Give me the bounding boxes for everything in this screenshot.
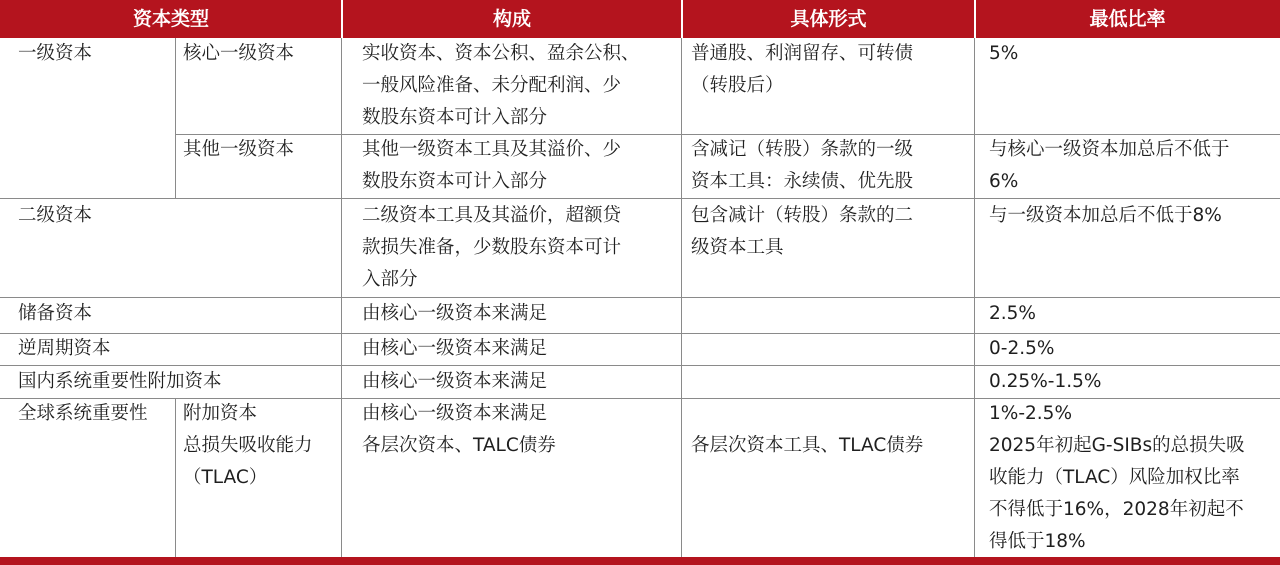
global-sib-tlac-label-line: （TLAC） [183,467,268,488]
core-tier1-ratio: 5% [989,43,1019,64]
global-sib-form: 各层次资本工具、TLAC债券 [691,435,924,456]
other-tier1-form-line: 含减记（转股）条款的一级 [691,139,914,160]
tier2-ratio: 与一级资本加总后不低于8% [989,205,1222,226]
tier2-composition-line: 二级资本工具及其溢价，超额贷 [362,205,622,226]
countercyclical-capital-ratio: 0-2.5% [989,338,1055,359]
global-sib-ratio-line: 2025年初起G-SIBs的总损失吸 [989,435,1245,456]
core-tier1-form-line: （转股后） [691,75,784,96]
domestic-sib-composition: 由核心一级资本来满足 [362,371,548,392]
reserve-capital-ratio: 2.5% [989,303,1036,324]
global-sib-tlac-label-line: 总损失吸收能力 [183,435,313,456]
global-sib-composition-line: 由核心一级资本来满足 [362,403,548,424]
global-sib-composition-line: 各层次资本、TALC债券 [362,435,556,456]
global-sib-surcharge-label: 附加资本 [183,403,258,424]
reserve-capital-composition: 由核心一级资本来满足 [362,303,548,324]
countercyclical-capital-composition: 由核心一级资本来满足 [362,338,548,359]
global-sib-ratio-line: 不得低于16%，2028年初起不 [989,499,1244,520]
grid-line [0,297,1280,298]
core-tier1-label: 核心一级资本 [183,43,295,64]
header-composition: 构成 [342,0,682,38]
tier2-composition-line: 款损失准备，少数股东资本可计 [362,237,622,258]
core-tier1-composition-line: 数股东资本可计入部分 [362,107,548,128]
core-tier1-composition-line: 一般风险准备、未分配利润、少 [362,75,622,96]
other-tier1-composition-line: 数股东资本可计入部分 [362,171,548,192]
header-divider [681,0,683,38]
countercyclical-capital-label: 逆周期资本 [18,338,111,359]
core-tier1-form-line: 普通股、利润留存、可转债 [691,43,914,64]
grid-line [0,198,1280,199]
global-sib-ratio-line: 得低于18% [989,531,1086,552]
header-capital-type: 资本类型 [0,0,342,38]
tier2-composition-line: 入部分 [362,269,418,290]
global-sib-label: 全球系统重要性 [18,403,148,424]
tier2-label: 二级资本 [18,205,93,226]
table-bottom-rule [0,557,1280,565]
tier1-label: 一级资本 [18,43,93,64]
header-min-ratio: 最低比率 [975,0,1280,38]
global-sib-ratio-line: 1%-2.5% [989,403,1073,424]
core-tier1-composition-line: 实收资本、资本公积、盈余公积、 [362,43,640,64]
reserve-capital-label: 储备资本 [18,303,93,324]
other-tier1-form-line: 资本工具：永续债、优先股 [691,171,914,192]
header-specific-form: 具体形式 [682,0,975,38]
tier2-form-line: 包含减计（转股）条款的二 [691,205,914,226]
header-divider [341,0,343,38]
global-sib-ratio-line: 收能力（TLAC）风险加权比率 [989,467,1240,488]
other-tier1-label: 其他一级资本 [183,139,295,160]
domestic-sib-label: 国内系统重要性附加资本 [18,371,222,392]
other-tier1-composition-line: 其他一级资本工具及其溢价、少 [362,139,622,160]
grid-line [0,333,1280,334]
other-tier1-ratio-line: 与核心一级资本加总后不低于 [989,139,1230,160]
tier2-form-line: 级资本工具 [691,237,784,258]
domestic-sib-ratio: 0.25%-1.5% [989,371,1102,392]
grid-line [175,38,176,198]
header-divider [974,0,976,38]
other-tier1-ratio-line: 6% [989,171,1019,192]
grid-line [175,398,176,557]
